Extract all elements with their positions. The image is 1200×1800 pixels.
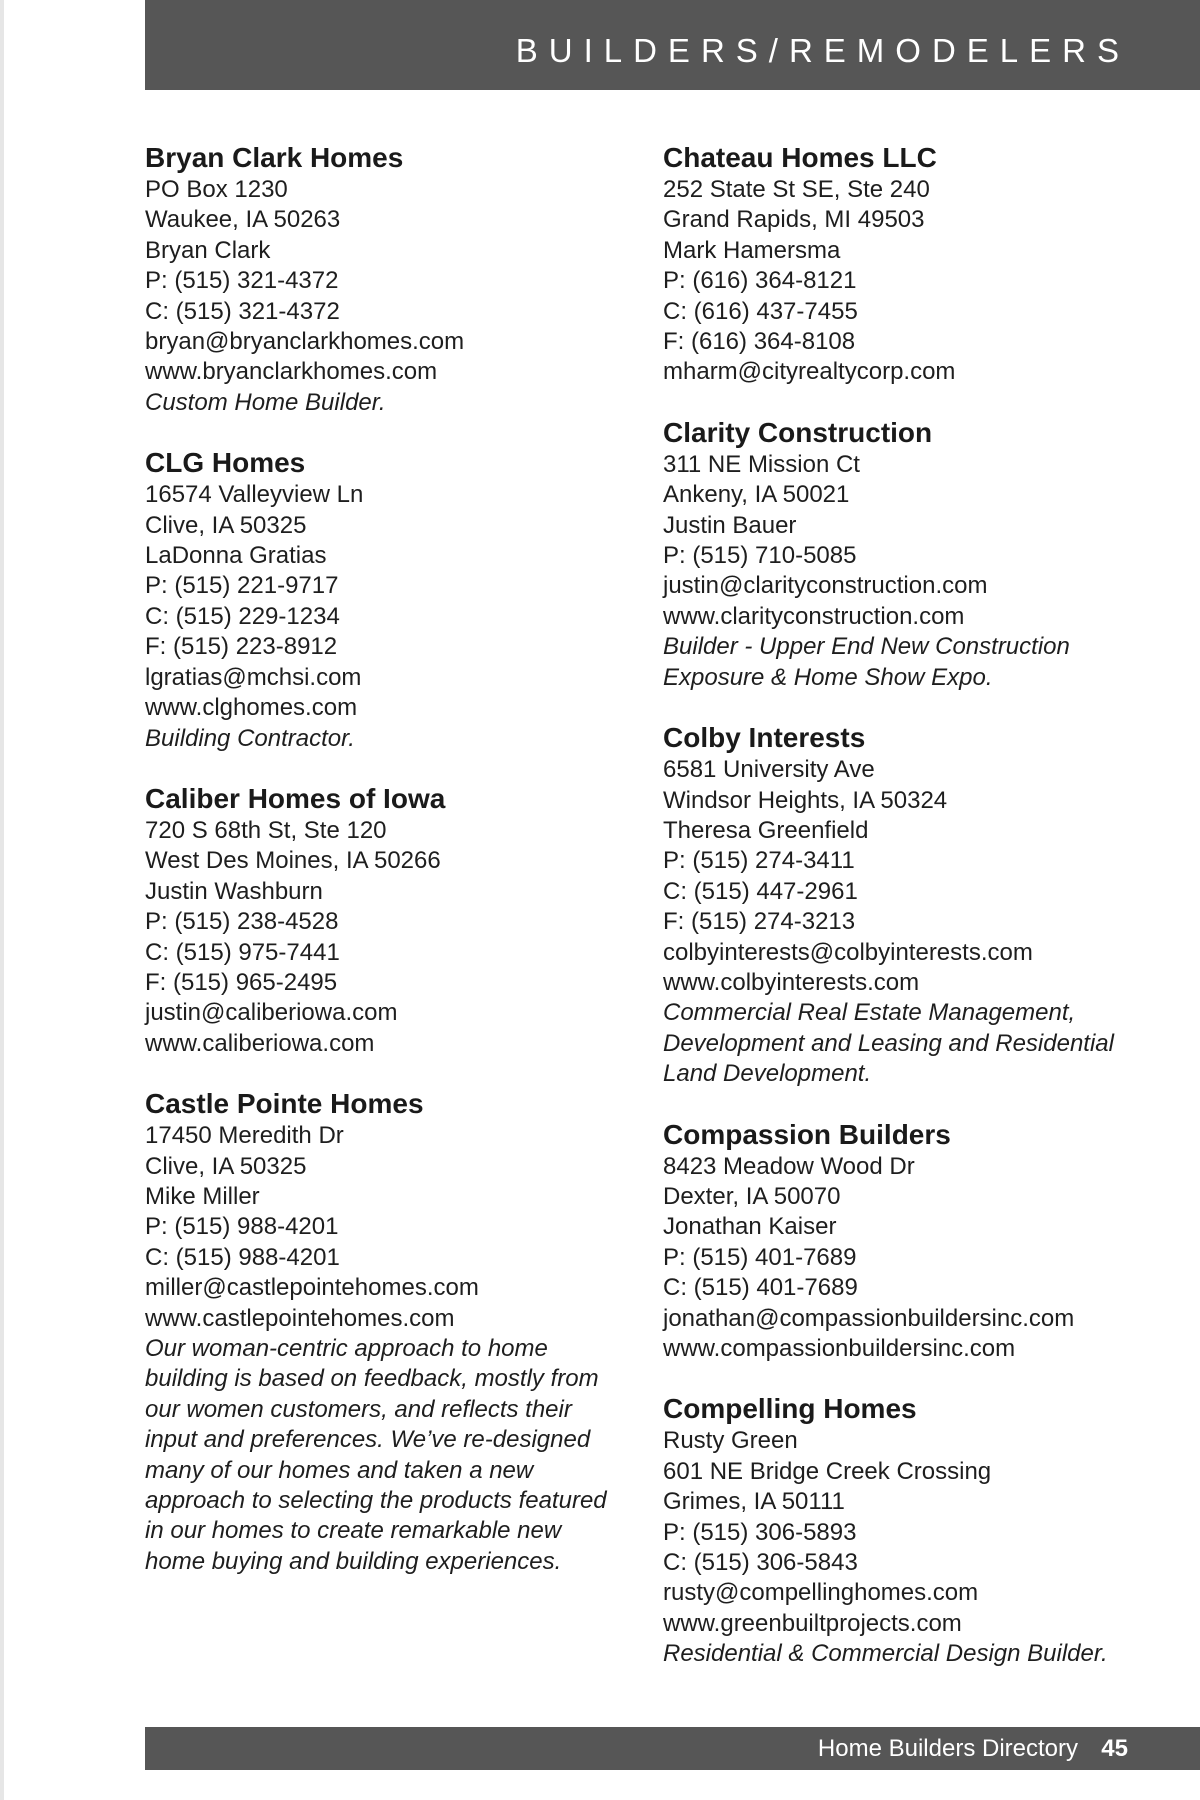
email-link[interactable]: mharm@cityrealtycorp.com <box>663 358 956 386</box>
website-link[interactable]: www.caliberiowa.com <box>145 1029 375 1057</box>
email-link[interactable]: justin@caliberiowa.com <box>145 999 398 1027</box>
contact-line: Dexter, IA 50070 <box>663 1182 841 1210</box>
section-header <box>145 0 1200 90</box>
company-name: Caliber Homes of Iowa <box>145 782 446 814</box>
email-link[interactable]: jonathan@compassionbuildersinc.com <box>663 1304 1075 1332</box>
directory-entry <box>663 721 1163 1089</box>
directory-entry <box>145 782 615 1059</box>
contact-line: 17450 Meredith Dr <box>145 1122 344 1150</box>
contact-line: Justin Bauer <box>663 511 797 539</box>
page-footer <box>145 1727 1200 1770</box>
contact-line: 6581 University Ave <box>663 756 875 784</box>
company-description: Custom Home Builder. <box>145 388 386 416</box>
company-name: Chateau Homes LLC <box>663 142 937 173</box>
email-link[interactable]: colbyinterests@colbyinterests.com <box>663 938 1033 966</box>
email-link[interactable]: bryan@bryanclarkhomes.com <box>145 328 465 356</box>
company-name: Bryan Clark Homes <box>145 142 404 173</box>
phone-line: C: (515) 401-7689 <box>663 1274 858 1302</box>
directory-entry <box>663 1392 1163 1669</box>
directory-entry <box>145 141 615 418</box>
contact-line: Bryan Clark <box>145 236 271 264</box>
contact-line: 8423 Meadow Wood Dr <box>663 1152 915 1180</box>
phone-line: C: (515) 229-1234 <box>145 602 340 630</box>
contact-line: Ankeny, IA 50021 <box>663 481 850 509</box>
phone-line: C: (515) 988-4201 <box>145 1243 340 1271</box>
company-description: Residential & Commercial Design Builder. <box>663 1640 1108 1668</box>
page-number: 45 <box>1101 1735 1128 1762</box>
company-name: Castle Pointe Homes <box>145 1088 424 1120</box>
contact-line: Waukee, IA 50263 <box>145 206 341 234</box>
phone-line: C: (515) 447-2961 <box>663 877 858 905</box>
website-link[interactable]: www.compassionbuildersinc.com <box>663 1335 1016 1362</box>
contact-line: Mark Hamersma <box>663 236 841 264</box>
contact-line: Windsor Heights, IA 50324 <box>663 786 948 814</box>
directory-entry <box>145 446 615 754</box>
website-link[interactable]: www.castlepointehomes.com <box>145 1304 455 1332</box>
contact-line: Justin Washburn <box>145 877 323 905</box>
page-edge <box>0 0 4 1800</box>
website-link[interactable]: www.greenbuiltprojects.com <box>663 1609 962 1637</box>
phone-line: C: (515) 306-5843 <box>663 1549 858 1577</box>
website-link[interactable]: www.clghomes.com <box>145 694 358 722</box>
phone-line: F: (616) 364-8108 <box>663 328 856 356</box>
company-description: Builder - Upper End New Construction Exposure & Home Show Expo. <box>663 633 1070 691</box>
directory-column-left <box>145 141 615 1605</box>
directory-entry <box>663 416 1163 693</box>
directory-entry <box>663 1118 1163 1365</box>
contact-line: Theresa Greenfield <box>663 816 869 844</box>
contact-line: 16574 Valleyview Ln <box>145 481 364 509</box>
contact-line: LaDonna Gratias <box>145 542 327 570</box>
footer-publication-title: Home Builders Directory <box>817 1735 1078 1762</box>
contact-line: Grand Rapids, MI 49503 <box>663 206 925 234</box>
email-link[interactable]: miller@castlepointehomes.com <box>145 1274 479 1302</box>
directory-entry <box>663 141 1163 388</box>
email-link[interactable]: justin@clarityconstruction.com <box>663 572 988 600</box>
company-name: Compassion Builders <box>663 1118 951 1150</box>
website-link[interactable]: www.colbyinterests.com <box>663 968 920 996</box>
contact-line: Clive, IA 50325 <box>145 1152 307 1180</box>
phone-line: F: (515) 223-8912 <box>145 633 338 661</box>
company-description: Commercial Real Estate Management, Development and Leasing and Residential Land Development. <box>663 999 1114 1088</box>
company-description: Building Contractor. <box>145 724 355 752</box>
contact-line: 601 NE Bridge Creek Crossing <box>663 1457 992 1485</box>
contact-line: 311 NE Mission Ct <box>663 450 860 478</box>
phone-line: P: (515) 274-3411 <box>663 847 855 875</box>
company-name: CLG Homes <box>145 447 306 479</box>
phone-line: P: (515) 221-9717 <box>145 572 339 600</box>
company-name: Colby Interests <box>663 722 866 754</box>
contact-line: 720 S 68th St, Ste 120 <box>145 816 387 844</box>
contact-line: 252 State St SE, Ste 240 <box>663 176 930 203</box>
phone-line: P: (515) 306-5893 <box>663 1518 857 1546</box>
phone-line: P: (515) 710-5085 <box>663 542 857 570</box>
phone-line: F: (515) 274-3213 <box>663 908 856 936</box>
email-link[interactable]: rusty@compellinghomes.com <box>663 1579 979 1607</box>
company-description: Our woman-centric approach to home building is based on feedback, mostly from our women customers, and reflects their input and preferences. We’ve re-designed many of our homes and taken a new approach to selecting the products featured in our homes to create remarkable new home buying and building experiences. <box>145 1335 607 1575</box>
company-name: Compelling Homes <box>663 1393 917 1425</box>
contact-line: Jonathan Kaiser <box>663 1213 837 1241</box>
phone-line: P: (515) 321-4372 <box>145 267 339 295</box>
contact-line: PO Box 1230 <box>145 176 288 203</box>
phone-line: P: (515) 988-4201 <box>145 1213 339 1241</box>
phone-line: F: (515) 965-2495 <box>145 968 338 996</box>
section-title: BUILDERS/REMODELERS <box>515 32 1130 69</box>
phone-line: C: (515) 975-7441 <box>145 938 340 966</box>
website-link[interactable]: www.bryanclarkhomes.com <box>145 358 438 386</box>
phone-line: P: (515) 238-4528 <box>145 908 339 936</box>
company-name: Clarity Construction <box>663 416 933 448</box>
phone-line: P: (616) 364-8121 <box>663 267 857 295</box>
phone-line: C: (515) 321-4372 <box>145 297 340 325</box>
contact-line: Grimes, IA 50111 <box>663 1488 845 1516</box>
website-link[interactable]: www.clarityconstruction.com <box>663 602 965 630</box>
contact-line: Mike Miller <box>145 1182 260 1210</box>
email-link[interactable]: lgratias@mchsi.com <box>145 663 362 691</box>
phone-line: C: (616) 437-7455 <box>663 297 858 325</box>
contact-line: Rusty Green <box>663 1427 798 1455</box>
contact-line: Clive, IA 50325 <box>145 511 307 539</box>
phone-line: P: (515) 401-7689 <box>663 1243 857 1271</box>
contact-line: West Des Moines, IA 50266 <box>145 847 441 875</box>
directory-entry <box>145 1087 615 1577</box>
directory-column-right <box>663 141 1163 1698</box>
